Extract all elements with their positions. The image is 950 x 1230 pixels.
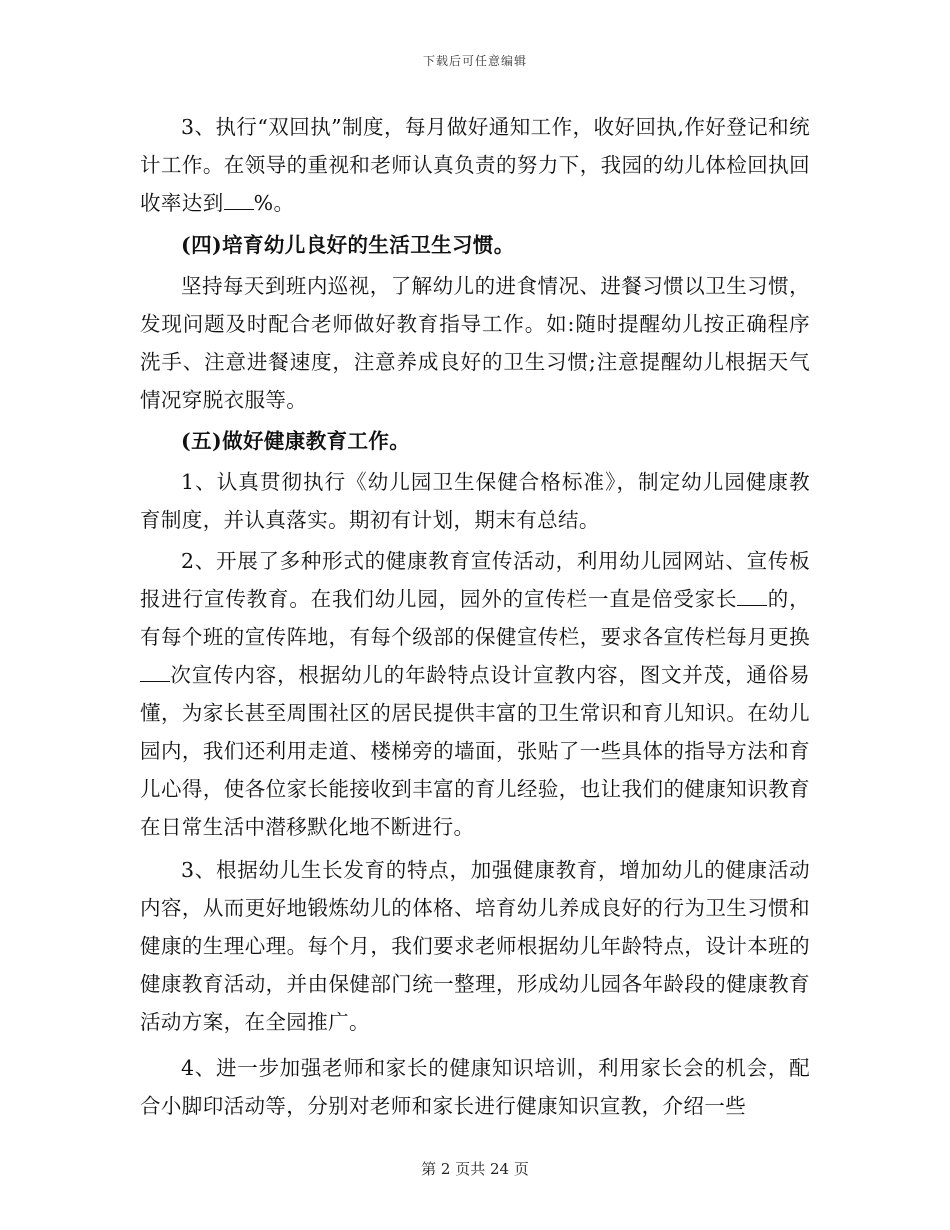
paragraph-daily-patrol: 坚持每天到班内巡视，了解幼儿的进食情况、进餐习惯以卫生习惯，发现问题及时配合老师做好教育指导工作。如:随时提醒幼儿按正确程序洗手、注意进餐速度，注意养成良好的卫生习惯;注意提醒幼儿根据天气情况穿脱衣服等。 — [140, 274, 810, 412]
fill-in-blank — [140, 661, 170, 682]
paragraph-growth-activities: 3、根据幼儿生长发育的特点，加强健康教育，增加幼儿的健康活动内容，从而更好地锻炼幼儿的体格、培育幼儿养成良好的行为卫生习惯和健康的生理心理。每个月，我们要求老师根据幼儿年龄特点，设计本班的健康教育活动，并由保健部门统一整理，形成幼儿园各年龄段的健康教育活动方案，在全园推广。 — [140, 858, 810, 1034]
fill-in-blank — [224, 189, 254, 210]
paragraph-text: 2、开展了多种形式的健康教育宣传活动，利用幼儿园网站、宣传板报进行宣传教育。在我们幼儿园，园外的宣传栏一直是倍受家长 — [140, 549, 810, 611]
section-heading-hygiene-habits: (四)培育幼儿良好的生活卫生习惯。 — [181, 233, 515, 257]
paragraph-standards: 1、认真贯彻执行《幼儿园卫生保健合格标准》，制定幼儿园健康教育制度，并认真落实。期初有计划，期末有总结。 — [140, 470, 810, 532]
fill-in-blank — [737, 585, 767, 606]
paragraph-publicity — [140, 542, 810, 846]
paragraph-text: 次宣传内容，根据幼儿的年龄特点设计宣教内容，图文并茂，通俗易懂，为家长甚至周围社区的居民提供丰富的卫生常识和育儿知识。在幼儿园内，我们还利用走道、楼梯旁的墙面，张贴了一些具体的指导方法和育儿心得，使各位家长能接收到丰富的育儿经验，也让我们的健康知识教育在日常生活中潜移默化地不断进行。 — [140, 663, 810, 839]
document-body — [140, 108, 810, 1125]
paragraph-text: %。 — [253, 191, 295, 215]
page-number: 第 2 页共 24 页 — [421, 1160, 529, 1178]
page-header: 下载后可任意编辑 — [422, 54, 527, 68]
paragraph-training: 4、进一步加强老师和家长的健康知识培训，利用家长会的机会，配合小脚印活动等，分别对老师和家长进行健康知识宣教，介绍一些 — [140, 1056, 810, 1118]
paragraph-text: 的，有每个班的宣传阵地，有每个级部的保健宣传栏，要求各宣传栏每月更换 — [140, 587, 810, 649]
paragraph-text: 3、执行“双回执”制度，每月做好通知工作，收好回执,作好登记和统计工作。在领导的重视和老师认真负责的努力下，我园的幼儿体检回执回收率达到 — [140, 115, 810, 215]
paragraph-receipt-system — [140, 108, 810, 222]
section-heading-health-education: (五)做好健康教育工作。 — [181, 429, 411, 453]
